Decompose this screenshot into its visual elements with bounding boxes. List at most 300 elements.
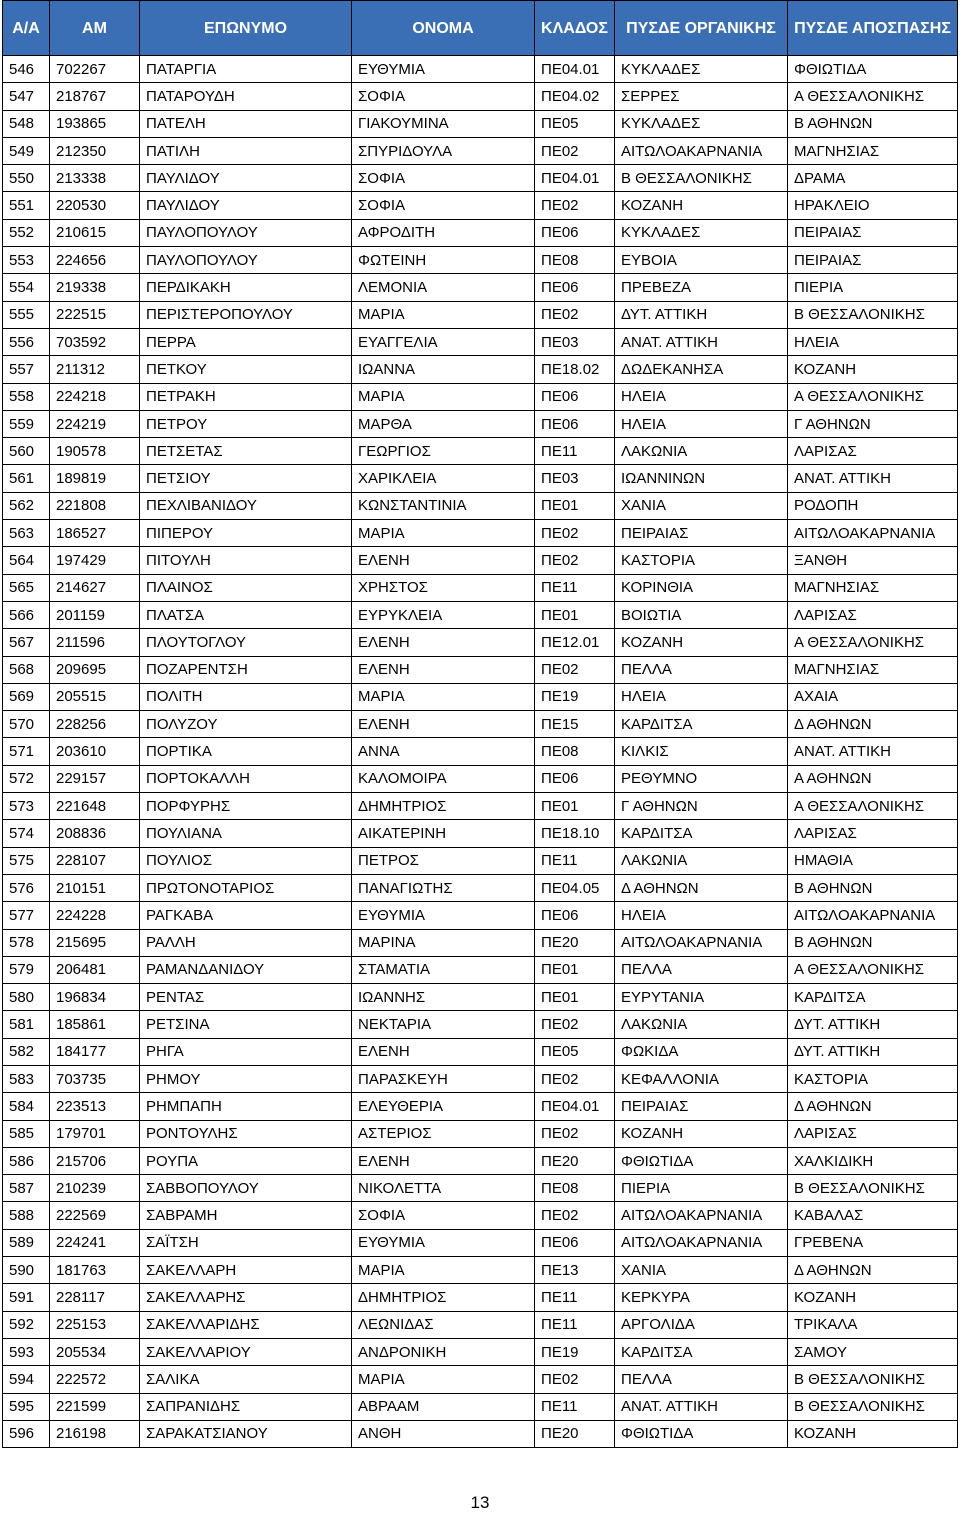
cell-klados: ΠΕ02 [535,1366,615,1393]
cell-am: 221599 [50,1393,140,1420]
cell-am: 222515 [50,301,140,328]
table-row [3,956,958,983]
cell-am: 216198 [50,1420,140,1447]
cell-aa: 596 [3,1420,50,1447]
cell-pysde-apospasis: ΑΝΑΤ. ΑΤΤΙΚΗ [788,465,958,492]
cell-pysde-apospasis: ΠΙΕΡΙΑ [788,274,958,301]
cell-pysde-apospasis: ΑΧΑΙΑ [788,683,958,710]
cell-eponymo: ΠΕΤΡΟΥ [140,410,352,437]
cell-am: 228117 [50,1284,140,1311]
cell-aa: 559 [3,410,50,437]
cell-pysde-apospasis: ΚΟΖΑΝΗ [788,356,958,383]
cell-pysde-organikis: ΑΙΤΩΛΟΑΚΑΡΝΑΝΙΑ [615,137,788,164]
table-row [3,574,958,601]
cell-klados: ΠΕ02 [535,1065,615,1092]
cell-onoma: ΕΥΑΓΓΕΛΙΑ [352,328,535,355]
cell-aa: 567 [3,629,50,656]
table-row [3,1093,958,1120]
cell-pysde-organikis: ΗΛΕΙΑ [615,410,788,437]
cell-klados: ΠΕ06 [535,274,615,301]
cell-onoma: ΔΗΜΗΤΡΙΟΣ [352,1284,535,1311]
table-row [3,1229,958,1256]
table-row [3,874,958,901]
cell-eponymo: ΠΑΤΕΛΗ [140,110,352,137]
cell-am: 210239 [50,1175,140,1202]
cell-pysde-organikis: ΛΑΚΩΝΙΑ [615,847,788,874]
cell-pysde-apospasis: Β ΘΕΣΣΑΛΟΝΙΚΗΣ [788,1366,958,1393]
cell-am: 206481 [50,956,140,983]
cell-onoma: ΕΛΕΝΗ [352,656,535,683]
cell-pysde-apospasis: Β ΑΘΗΝΩΝ [788,110,958,137]
cell-am: 196834 [50,984,140,1011]
cell-am: 224218 [50,383,140,410]
cell-aa: 565 [3,574,50,601]
cell-eponymo: ΣΑΚΕΛΛΑΡΗΣ [140,1284,352,1311]
cell-pysde-organikis: ΒΟΙΩΤΙΑ [615,601,788,628]
cell-onoma: ΕΥΘΥΜΙΑ [352,902,535,929]
cell-onoma: ΜΑΡΙΝΑ [352,929,535,956]
cell-aa: 581 [3,1011,50,1038]
cell-eponymo: ΠΟΛΥΖΟΥ [140,711,352,738]
cell-pysde-apospasis: Α ΘΕΣΣΑΛΟΝΙΚΗΣ [788,793,958,820]
cell-onoma: ΑΙΚΑΤΕΡΙΝΗ [352,820,535,847]
table-row [3,356,958,383]
cell-klados: ΠΕ06 [535,383,615,410]
cell-pysde-apospasis: ΛΑΡΙΣΑΣ [788,820,958,847]
table-row [3,711,958,738]
table-row [3,1202,958,1229]
cell-pysde-organikis: ΗΛΕΙΑ [615,383,788,410]
cell-pysde-apospasis: ΗΜΑΘΙΑ [788,847,958,874]
table-row [3,110,958,137]
cell-am: 213338 [50,165,140,192]
cell-pysde-apospasis: ΛΑΡΙΣΑΣ [788,1120,958,1147]
cell-pysde-apospasis: ΠΕΙΡΑΙΑΣ [788,219,958,246]
cell-eponymo: ΡΗΜΠΑΠΗ [140,1093,352,1120]
cell-klados: ΠΕ11 [535,1284,615,1311]
cell-pysde-apospasis: ΠΕΙΡΑΙΑΣ [788,247,958,274]
table-row [3,793,958,820]
cell-eponymo: ΠΙΤΟΥΛΗ [140,547,352,574]
cell-am: 224241 [50,1229,140,1256]
cell-klados: ΠΕ06 [535,410,615,437]
cell-aa: 593 [3,1338,50,1365]
cell-pysde-apospasis: ΛΑΡΙΣΑΣ [788,438,958,465]
header-eponymo: ΕΠΩΝΥΜΟ [140,1,352,56]
cell-eponymo: ΠΕΡΡΑ [140,328,352,355]
cell-eponymo: ΠΕΡΔΙΚΑΚΗ [140,274,352,301]
cell-onoma: ΙΩΑΝΝΗΣ [352,984,535,1011]
cell-aa: 569 [3,683,50,710]
cell-pysde-apospasis: ΜΑΓΝΗΣΙΑΣ [788,656,958,683]
cell-onoma: ΧΡΗΣΤΟΣ [352,574,535,601]
cell-aa: 556 [3,328,50,355]
cell-eponymo: ΡΕΤΣΙΝΑ [140,1011,352,1038]
cell-aa: 573 [3,793,50,820]
table-row [3,410,958,437]
table-row [3,1420,958,1447]
cell-eponymo: ΠΑΥΛΙΔΟΥ [140,165,352,192]
cell-pysde-apospasis: ΛΑΡΙΣΑΣ [788,601,958,628]
cell-am: 179701 [50,1120,140,1147]
cell-onoma: ΚΩΝΣΤΑΝΤΙΝΙΑ [352,492,535,519]
cell-aa: 586 [3,1147,50,1174]
table-row [3,1038,958,1065]
cell-pysde-organikis: ΑΝΑΤ. ΑΤΤΙΚΗ [615,1393,788,1420]
cell-am: 228256 [50,711,140,738]
cell-am: 215695 [50,929,140,956]
cell-onoma: ΠΑΝΑΓΙΩΤΗΣ [352,874,535,901]
cell-aa: 580 [3,984,50,1011]
cell-am: 197429 [50,547,140,574]
table-header [3,1,958,56]
cell-pysde-organikis: ΗΛΕΙΑ [615,683,788,710]
cell-am: 205515 [50,683,140,710]
table-row [3,1366,958,1393]
cell-aa: 584 [3,1093,50,1120]
cell-am: 229157 [50,765,140,792]
cell-pysde-apospasis: ΞΑΝΘΗ [788,547,958,574]
cell-eponymo: ΠΟΥΛΙΟΣ [140,847,352,874]
table-row [3,137,958,164]
table-row [3,765,958,792]
cell-aa: 566 [3,601,50,628]
cell-eponymo: ΡΗΓΑ [140,1038,352,1065]
cell-pysde-apospasis: ΑΝΑΤ. ΑΤΤΙΚΗ [788,738,958,765]
cell-eponymo: ΠΟΖΑΡΕΝΤΣΗ [140,656,352,683]
cell-eponymo: ΠΟΡΤΟΚΑΛΛΗ [140,765,352,792]
cell-pysde-apospasis: Β ΑΘΗΝΩΝ [788,929,958,956]
cell-aa: 563 [3,520,50,547]
cell-klados: ΠΕ02 [535,547,615,574]
cell-klados: ΠΕ06 [535,765,615,792]
cell-klados: ΠΕ13 [535,1257,615,1284]
cell-am: 214627 [50,574,140,601]
cell-aa: 562 [3,492,50,519]
table-body [3,56,958,1448]
cell-eponymo: ΠΛΑΙΝΟΣ [140,574,352,601]
cell-am: 193865 [50,110,140,137]
cell-onoma: ΑΒΡΑΑΜ [352,1393,535,1420]
cell-klados: ΠΕ02 [535,137,615,164]
cell-onoma: ΑΦΡΟΔΙΤΗ [352,219,535,246]
cell-pysde-organikis: ΠΙΕΡΙΑ [615,1175,788,1202]
cell-pysde-organikis: Δ ΑΘΗΝΩΝ [615,874,788,901]
cell-pysde-apospasis: ΔΡΑΜΑ [788,165,958,192]
cell-am: 210615 [50,219,140,246]
cell-aa: 577 [3,902,50,929]
cell-pysde-organikis: ΗΛΕΙΑ [615,902,788,929]
cell-onoma: ΣΠΥΡΙΔΟΥΛΑ [352,137,535,164]
header-pysde-organikis: ΠΥΣΔΕ ΟΡΓΑΝΙΚΗΣ [615,1,788,56]
cell-klados: ΠΕ05 [535,110,615,137]
cell-pysde-organikis: Β ΘΕΣΣΑΛΟΝΙΚΗΣ [615,165,788,192]
cell-onoma: ΝΙΚΟΛΕΤΤΑ [352,1175,535,1202]
table-row [3,465,958,492]
cell-am: 225153 [50,1311,140,1338]
cell-eponymo: ΣΑΚΕΛΛΑΡΙΟΥ [140,1338,352,1365]
cell-am: 189819 [50,465,140,492]
cell-onoma: ΑΝΔΡΟΝΙΚΗ [352,1338,535,1365]
cell-pysde-apospasis: Β ΘΕΣΣΑΛΟΝΙΚΗΣ [788,301,958,328]
cell-pysde-organikis: ΠΡΕΒΕΖΑ [615,274,788,301]
table-row [3,984,958,1011]
cell-eponymo: ΣΑΛΙΚΑ [140,1366,352,1393]
cell-pysde-organikis: ΚΑΡΔΙΤΣΑ [615,711,788,738]
cell-pysde-organikis: ΠΕΛΛΑ [615,1366,788,1393]
cell-eponymo: ΠΕΤΣΙΟΥ [140,465,352,492]
cell-eponymo: ΣΑΚΕΛΛΑΡΙΔΗΣ [140,1311,352,1338]
table-row [3,738,958,765]
cell-aa: 551 [3,192,50,219]
cell-am: 212350 [50,137,140,164]
cell-pysde-apospasis: ΣΑΜΟΥ [788,1338,958,1365]
cell-eponymo: ΣΑΒΡΑΜΗ [140,1202,352,1229]
cell-eponymo: ΡΟΥΠΑ [140,1147,352,1174]
cell-klados: ΠΕ04.01 [535,165,615,192]
table-row [3,492,958,519]
cell-klados: ΠΕ01 [535,793,615,820]
cell-eponymo: ΠΕΤΚΟΥ [140,356,352,383]
cell-klados: ΠΕ04.05 [535,874,615,901]
cell-klados: ΠΕ11 [535,438,615,465]
cell-aa: 552 [3,219,50,246]
cell-pysde-organikis: ΚΑΣΤΟΡΙΑ [615,547,788,574]
cell-eponymo: ΣΑΠΡΑΝΙΔΗΣ [140,1393,352,1420]
header-pysde-apospasis: ΠΥΣΔΕ ΑΠΟΣΠΑΣΗΣ [788,1,958,56]
cell-pysde-organikis: ΑΙΤΩΛΟΑΚΑΡΝΑΝΙΑ [615,1229,788,1256]
cell-am: 221648 [50,793,140,820]
cell-onoma: ΑΝΝΑ [352,738,535,765]
cell-aa: 587 [3,1175,50,1202]
cell-pysde-organikis: ΚΕΡΚΥΡΑ [615,1284,788,1311]
cell-onoma: ΕΛΕΝΗ [352,547,535,574]
cell-am: 222569 [50,1202,140,1229]
cell-klados: ΠΕ11 [535,1393,615,1420]
cell-am: 211312 [50,356,140,383]
cell-am: 186527 [50,520,140,547]
cell-am: 205534 [50,1338,140,1365]
cell-pysde-organikis: ΚΟΖΑΝΗ [615,192,788,219]
cell-aa: 553 [3,247,50,274]
cell-eponymo: ΡΕΝΤΑΣ [140,984,352,1011]
cell-onoma: ΜΑΡΙΑ [352,383,535,410]
table-row [3,520,958,547]
cell-onoma: ΠΑΡΑΣΚΕΥΗ [352,1065,535,1092]
cell-pysde-organikis: ΠΕΙΡΑΙΑΣ [615,1093,788,1120]
cell-pysde-organikis: ΚΟΖΑΝΗ [615,1120,788,1147]
cell-pysde-apospasis: Β ΘΕΣΣΑΛΟΝΙΚΗΣ [788,1393,958,1420]
table-row [3,601,958,628]
cell-aa: 549 [3,137,50,164]
cell-pysde-organikis: ΚΟΡΙΝΘΙΑ [615,574,788,601]
cell-pysde-apospasis: ΤΡΙΚΑΛΑ [788,1311,958,1338]
cell-pysde-organikis: ΦΘΙΩΤΙΔΑ [615,1420,788,1447]
cell-onoma: ΕΥΘΥΜΙΑ [352,56,535,83]
table-row [3,847,958,874]
cell-am: 219338 [50,274,140,301]
header-am: ΑΜ [50,1,140,56]
cell-pysde-apospasis: ΚΑΡΔΙΤΣΑ [788,984,958,1011]
cell-pysde-organikis: ΧΑΝΙΑ [615,1257,788,1284]
cell-eponymo: ΣΑΒΒΟΠΟΥΛΟΥ [140,1175,352,1202]
cell-onoma: ΝΕΚΤΑΡΙΑ [352,1011,535,1038]
cell-am: 209695 [50,656,140,683]
cell-aa: 568 [3,656,50,683]
table-row [3,1120,958,1147]
cell-aa: 546 [3,56,50,83]
cell-pysde-organikis: ΑΙΤΩΛΟΑΚΑΡΝΑΝΙΑ [615,929,788,956]
cell-klados: ΠΕ05 [535,1038,615,1065]
cell-onoma: ΠΕΤΡΟΣ [352,847,535,874]
cell-aa: 591 [3,1284,50,1311]
cell-aa: 550 [3,165,50,192]
cell-am: 218767 [50,83,140,110]
cell-aa: 560 [3,438,50,465]
cell-pysde-organikis: ΔΥΤ. ΑΤΤΙΚΗ [615,301,788,328]
cell-pysde-organikis: ΚΙΛΚΙΣ [615,738,788,765]
cell-am: 215706 [50,1147,140,1174]
table-row [3,383,958,410]
cell-pysde-organikis: ΦΩΚΙΔΑ [615,1038,788,1065]
cell-am: 208836 [50,820,140,847]
cell-am: 210151 [50,874,140,901]
cell-onoma: ΜΑΡΙΑ [352,683,535,710]
table-row [3,1284,958,1311]
table-row [3,1338,958,1365]
cell-eponymo: ΠΕΤΣΕΤΑΣ [140,438,352,465]
cell-pysde-apospasis: ΚΑΒΑΛΑΣ [788,1202,958,1229]
cell-eponymo: ΠΟΡΦΥΡΗΣ [140,793,352,820]
cell-pysde-apospasis: Α ΘΕΣΣΑΛΟΝΙΚΗΣ [788,383,958,410]
cell-pysde-organikis: ΕΥΡΥΤΑΝΙΑ [615,984,788,1011]
cell-aa: 592 [3,1311,50,1338]
cell-klados: ΠΕ04.02 [535,83,615,110]
cell-am: 220530 [50,192,140,219]
cell-klados: ΠΕ06 [535,1229,615,1256]
cell-am: 223513 [50,1093,140,1120]
table-row [3,1257,958,1284]
cell-aa: 585 [3,1120,50,1147]
cell-pysde-organikis: ΛΑΚΩΝΙΑ [615,1011,788,1038]
cell-klados: ΠΕ19 [535,683,615,710]
cell-aa: 576 [3,874,50,901]
cell-onoma: ΚΑΛΟΜΟΙΡΑ [352,765,535,792]
cell-onoma: ΕΛΕΝΗ [352,711,535,738]
cell-pysde-organikis: ΚΑΡΔΙΤΣΑ [615,820,788,847]
cell-pysde-apospasis: Β ΘΕΣΣΑΛΟΝΙΚΗΣ [788,1175,958,1202]
cell-aa: 595 [3,1393,50,1420]
cell-eponymo: ΠΑΤΙΛΗ [140,137,352,164]
cell-pysde-organikis: ΠΕΛΛΑ [615,956,788,983]
cell-aa: 579 [3,956,50,983]
cell-klados: ΠΕ03 [535,465,615,492]
cell-pysde-organikis: ΠΕΙΡΑΙΑΣ [615,520,788,547]
cell-klados: ΠΕ08 [535,1175,615,1202]
cell-aa: 564 [3,547,50,574]
cell-onoma: ΔΗΜΗΤΡΙΟΣ [352,793,535,820]
cell-eponymo: ΣΑΪΤΣΗ [140,1229,352,1256]
cell-pysde-organikis: ΕΥΒΟΙΑ [615,247,788,274]
cell-klados: ΠΕ01 [535,984,615,1011]
cell-eponymo: ΡΑΓΚΑΒΑ [140,902,352,929]
cell-aa: 572 [3,765,50,792]
cell-pysde-apospasis: ΜΑΓΝΗΣΙΑΣ [788,137,958,164]
cell-aa: 588 [3,1202,50,1229]
cell-am: 224219 [50,410,140,437]
cell-onoma: ΧΑΡΙΚΛΕΙΑ [352,465,535,492]
cell-klados: ΠΕ20 [535,1420,615,1447]
cell-klados: ΠΕ08 [535,247,615,274]
cell-onoma: ΑΣΤΕΡΙΟΣ [352,1120,535,1147]
cell-pysde-organikis: ΚΥΚΛΑΔΕΣ [615,110,788,137]
cell-eponymo: ΣΑΡΑΚΑΤΣΙΑΝΟΥ [140,1420,352,1447]
cell-pysde-organikis: ΑΝΑΤ. ΑΤΤΙΚΗ [615,328,788,355]
cell-klados: ΠΕ03 [535,328,615,355]
cell-pysde-apospasis: ΚΟΖΑΝΗ [788,1284,958,1311]
cell-pysde-organikis: ΚΟΖΑΝΗ [615,629,788,656]
cell-eponymo: ΡΟΝΤΟΥΛΗΣ [140,1120,352,1147]
cell-klados: ΠΕ02 [535,1202,615,1229]
cell-aa: 561 [3,465,50,492]
header-row [3,1,958,56]
cell-am: 181763 [50,1257,140,1284]
cell-eponymo: ΠΕΤΡΑΚΗ [140,383,352,410]
cell-onoma: ΣΟΦΙΑ [352,192,535,219]
cell-am: 228107 [50,847,140,874]
cell-pysde-organikis: ΛΑΚΩΝΙΑ [615,438,788,465]
cell-pysde-apospasis: Δ ΑΘΗΝΩΝ [788,1257,958,1284]
cell-aa: 571 [3,738,50,765]
cell-eponymo: ΠΛΟΥΤΟΓΛΟΥ [140,629,352,656]
cell-eponymo: ΠΑΥΛΟΠΟΥΛΟΥ [140,247,352,274]
teachers-table [2,0,958,1448]
table-row [3,929,958,956]
cell-pysde-apospasis: Δ ΑΘΗΝΩΝ [788,711,958,738]
table-row [3,247,958,274]
cell-aa: 570 [3,711,50,738]
page-number: 13 [470,1493,490,1512]
table-row [3,274,958,301]
cell-onoma: ΕΛΕΥΘΕΡΙΑ [352,1093,535,1120]
cell-onoma: ΓΙΑΚΟΥΜΙΝΑ [352,110,535,137]
cell-onoma: ΣΟΦΙΑ [352,165,535,192]
cell-am: 203610 [50,738,140,765]
cell-am: 211596 [50,629,140,656]
cell-onoma: ΕΛΕΝΗ [352,1038,535,1065]
cell-am: 222572 [50,1366,140,1393]
cell-onoma: ΜΑΡΘΑ [352,410,535,437]
cell-am: 184177 [50,1038,140,1065]
cell-onoma: ΣΤΑΜΑΤΙΑ [352,956,535,983]
cell-pysde-apospasis: ΦΘΙΩΤΙΔΑ [788,56,958,83]
cell-pysde-apospasis: Γ ΑΘΗΝΩΝ [788,410,958,437]
cell-klados: ΠΕ08 [535,738,615,765]
table-row [3,1311,958,1338]
table-row [3,1011,958,1038]
cell-klados: ΠΕ02 [535,1011,615,1038]
cell-klados: ΠΕ20 [535,929,615,956]
cell-pysde-organikis: ΙΩΑΝΝΙΝΩΝ [615,465,788,492]
cell-eponymo: ΠΕΡΙΣΤΕΡΟΠΟΥΛΟΥ [140,301,352,328]
cell-klados: ΠΕ11 [535,574,615,601]
cell-pysde-apospasis: ΗΡΑΚΛΕΙΟ [788,192,958,219]
table-row [3,902,958,929]
cell-onoma: ΕΥΡΥΚΛΕΙΑ [352,601,535,628]
cell-onoma: ΕΥΘΥΜΙΑ [352,1229,535,1256]
cell-klados: ΠΕ02 [535,1120,615,1147]
table-row [3,820,958,847]
